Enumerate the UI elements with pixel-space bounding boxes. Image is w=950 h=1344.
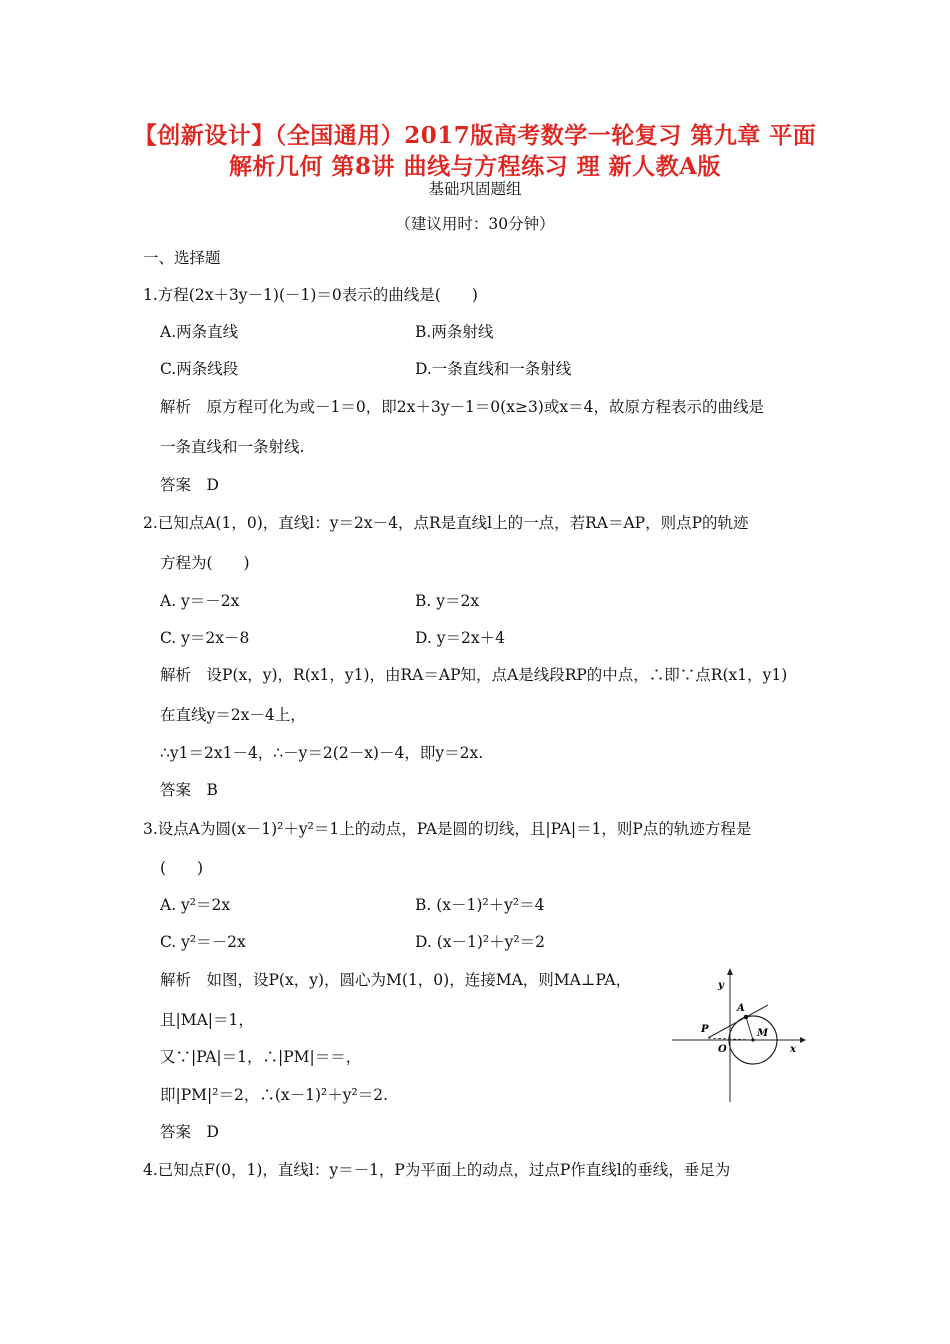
q2-analysis-2: 在直线y＝2x－4上，	[160, 706, 306, 724]
q2-stem-2: 方程为( )	[160, 554, 250, 572]
section-heading: 一、选择题	[143, 249, 221, 267]
q1-option-b: B.两条射线	[415, 323, 494, 341]
q3-answer: 答案 D	[160, 1123, 219, 1141]
q3-analysis-4: 即|PM|²＝2，∴(x－1)²＋y²＝2.	[160, 1086, 388, 1104]
time-hint: （建议用时：30分钟）	[395, 215, 555, 233]
q1-analysis-2: 一条直线和一条射线.	[160, 438, 305, 456]
q3-analysis-1: 解析 如图，设P(x，y)，圆心为M(1，0)，连接MA，则MA⊥PA，	[160, 971, 632, 989]
label-x: x	[790, 1044, 796, 1055]
q2-option-a: A. y＝－2x	[160, 592, 240, 610]
label-o: O	[718, 1044, 727, 1055]
q1-option-c: C.两条线段	[160, 360, 239, 378]
q3-stem-2: ( )	[160, 859, 204, 877]
y-axis-arrow	[727, 968, 733, 975]
q1-option-a: A.两条直线	[160, 323, 239, 341]
group-heading: 基础巩固题组	[428, 180, 522, 198]
q3-stem-1: 3.设点A为圆(x－1)²＋y²＝1上的动点，PA是圆的切线，且|PA|＝1，则P点的轨迹方程是	[143, 820, 752, 838]
point-a	[744, 1015, 749, 1020]
q2-stem-1: 2.已知点A(1，0)，直线l：y＝2x－4，点R是直线l上的一点，若RA＝AP，则点P的轨迹	[143, 514, 749, 532]
q3-option-d: D. (x－1)²＋y²＝2	[415, 933, 545, 951]
q3-option-a: A. y²＝2x	[160, 896, 231, 914]
q2-analysis-3: ∴y1＝2x1－4，∴－y＝2(2－x)－4，即y＝2x.	[160, 744, 484, 762]
q2-analysis-1: 解析 设P(x，y)，R(x1，y1)，由RA＝AP知，点A是线段RP的中点，∴即∵点R(x1，y1)	[160, 666, 788, 684]
label-m: M	[757, 1028, 769, 1039]
q2-option-b: B. y＝2x	[415, 592, 480, 610]
label-p: P	[701, 1024, 709, 1035]
label-y: y	[718, 980, 724, 991]
q4-stem-1: 4.已知点F(0，1)，直线l：y＝－1，P为平面上的动点，过点P作直线l的垂线，垂足为	[143, 1161, 731, 1179]
q2-answer: 答案 B	[160, 781, 218, 799]
q2-option-c: C. y＝2x－8	[160, 629, 250, 647]
q2-option-d: D. y＝2x＋4	[415, 629, 505, 647]
label-a: A	[737, 1003, 745, 1014]
circle-tangent-figure	[668, 966, 808, 1106]
q1-answer: 答案 D	[160, 476, 219, 494]
x-axis-arrow	[800, 1037, 806, 1043]
q3-analysis-2: 且|MA|＝1，	[160, 1011, 254, 1029]
q1-analysis-1: 解析 原方程可化为或－1＝0，即2x＋3y－1＝0(x≥3)或x＝4，故原方程表示的曲线是	[160, 398, 764, 416]
title-line-1: 【创新设计】（全国通用）2017版高考数学一轮复习 第九章 平面	[133, 122, 817, 149]
segment-ma	[746, 1017, 753, 1040]
title-line-2: 解析几何 第8讲 曲线与方程练习 理 新人教A版	[229, 153, 721, 180]
document-title	[120, 120, 830, 182]
q3-option-c: C. y²＝－2x	[160, 933, 246, 951]
point-m	[751, 1038, 754, 1041]
q3-option-b: B. (x－1)²＋y²＝4	[415, 896, 545, 914]
q1-option-d: D.一条直线和一条射线	[415, 360, 572, 378]
q3-analysis-3: 又∵|PA|＝1，∴|PM|＝＝，	[160, 1048, 362, 1066]
q1-stem: 1.方程(2x＋3y－1)(－1)＝0表示的曲线是( )	[143, 286, 478, 304]
